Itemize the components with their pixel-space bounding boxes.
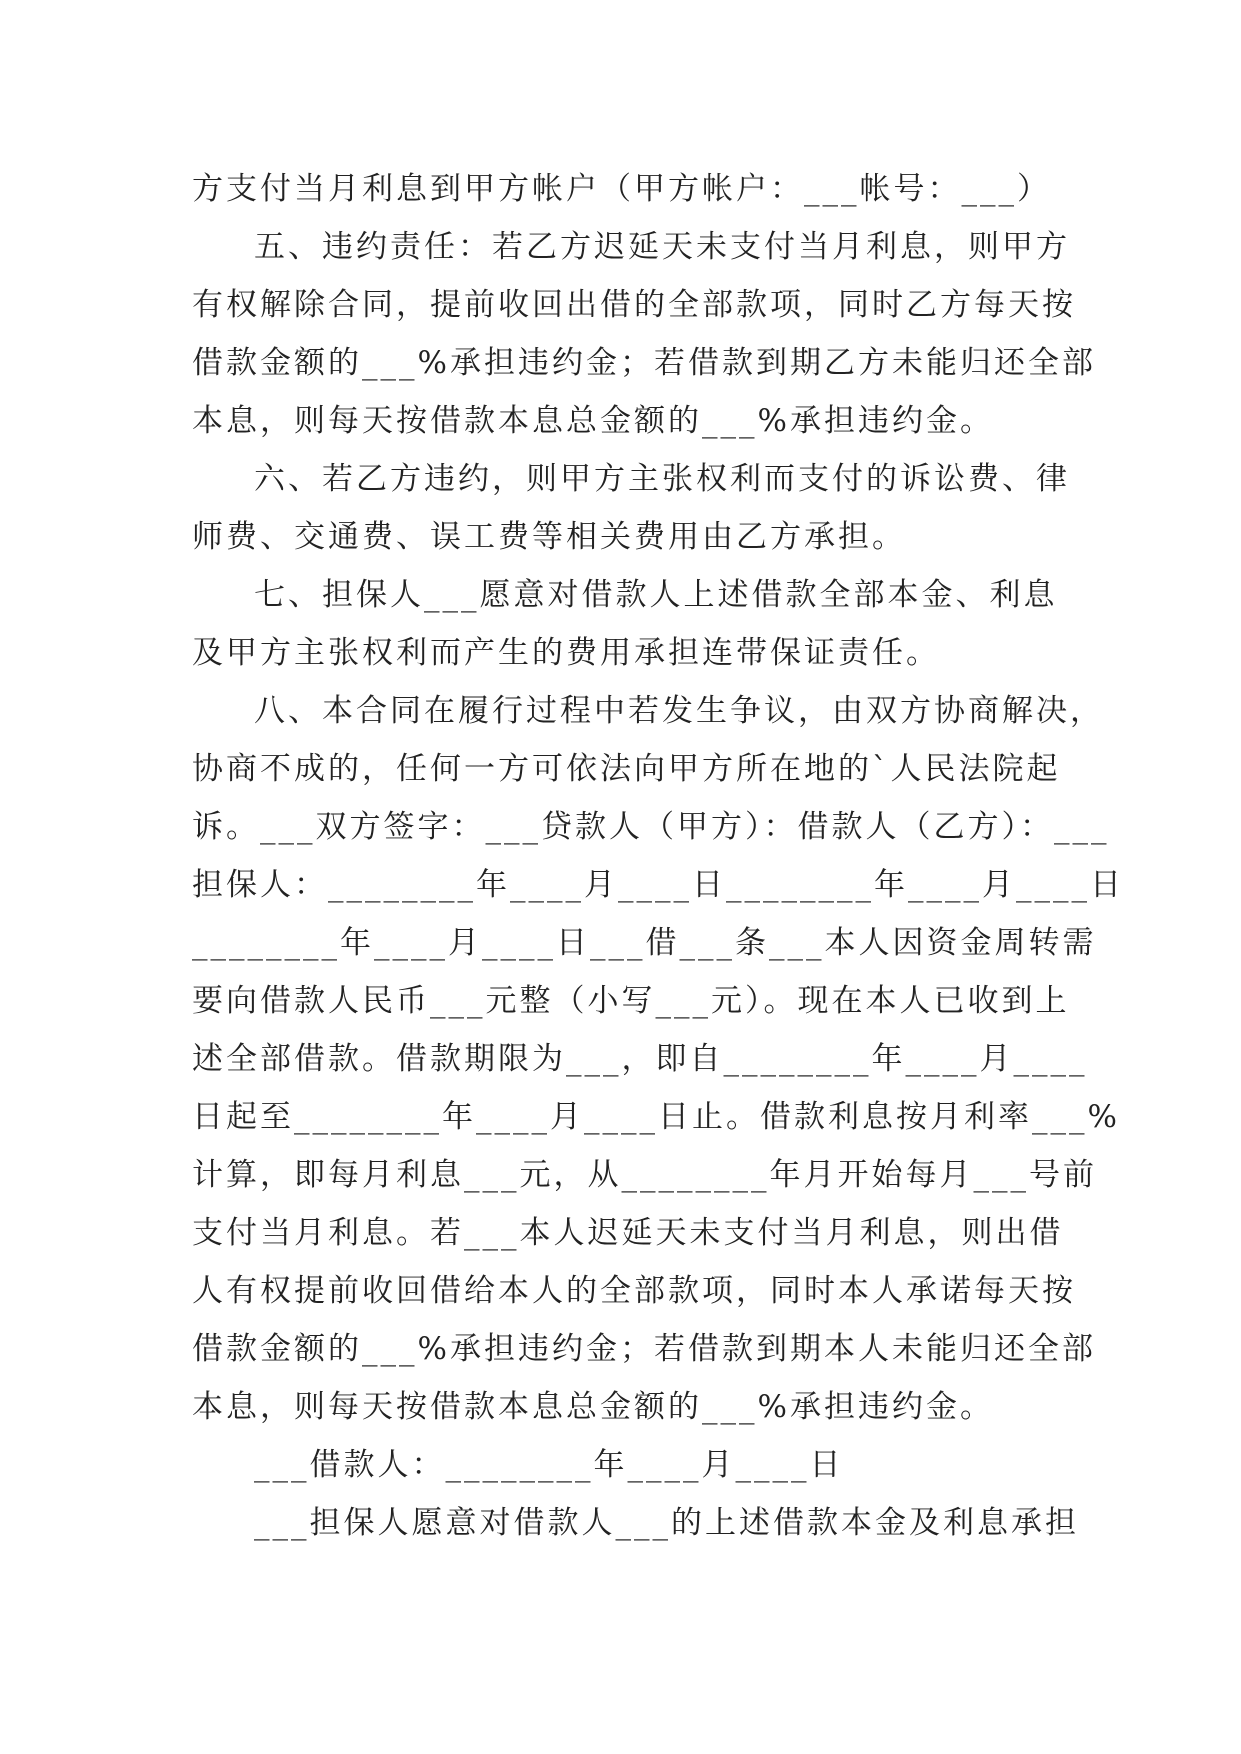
contract-text	[192, 160, 1124, 1552]
text-line: ___借款人：________年____月____日	[254, 1447, 844, 1483]
text-line: 五、违约责任：若乙方迟延天未支付当月利息，则甲方	[254, 229, 1070, 265]
text-line: 借款金额的___%承担违约金；若借款到期乙方未能归还全部	[192, 345, 1096, 381]
text-line: 计算，即每月利息___元，从________年月开始每月___号前	[192, 1157, 1097, 1193]
text-line: 担保人：________年____月____日________年____月____日	[192, 867, 1124, 903]
text-line: 八、本合同在履行过程中若发生争议，由双方协商解决，	[254, 693, 1104, 729]
text-line: 诉。___双方签字：___贷款人（甲方）：借款人（乙方）：___	[192, 809, 1110, 845]
text-line: ________年____月____日___借___条___本人因资金周转需	[192, 925, 1097, 961]
text-line: 六、若乙方违约，则甲方主张权利而支付的诉讼费、律	[254, 461, 1070, 497]
text-line: 师费、交通费、误工费等相关费用由乙方承担。	[192, 519, 906, 555]
text-line: 要向借款人民币___元整（小写___元）。现在本人已收到上	[192, 983, 1070, 1019]
text-line: 日起至________年____月____日止。借款利息按月利率___%	[192, 1099, 1120, 1135]
text-line: 及甲方主张权利而产生的费用承担连带保证责任。	[192, 635, 940, 671]
text-line: 协商不成的，任何一方可依法向甲方所在地的`人民法院起	[192, 751, 1061, 787]
text-line: 人有权提前收回借给本人的全部款项，同时本人承诺每天按	[192, 1273, 1076, 1309]
text-line: 借款金额的___%承担违约金；若借款到期本人未能归还全部	[192, 1331, 1096, 1367]
text-line: 七、担保人___愿意对借款人上述借款全部本金、利息	[254, 577, 1058, 613]
text-line: 支付当月利息。若___本人迟延天未支付当月利息，则出借	[192, 1215, 1064, 1251]
text-line: 述全部借款。借款期限为___，即自________年____月____	[192, 1041, 1088, 1077]
text-line: 本息，则每天按借款本息总金额的___%承担违约金。	[192, 1389, 994, 1425]
text-line: 方支付当月利息到甲方帐户（甲方帐户：___帐号：___）	[192, 171, 1051, 207]
text-line: ___担保人愿意对借款人___的上述借款本金及利息承担	[254, 1505, 1079, 1541]
text-line: 有权解除合同，提前收回出借的全部款项，同时乙方每天按	[192, 287, 1076, 323]
text-line: 本息，则每天按借款本息总金额的___%承担违约金。	[192, 403, 994, 439]
